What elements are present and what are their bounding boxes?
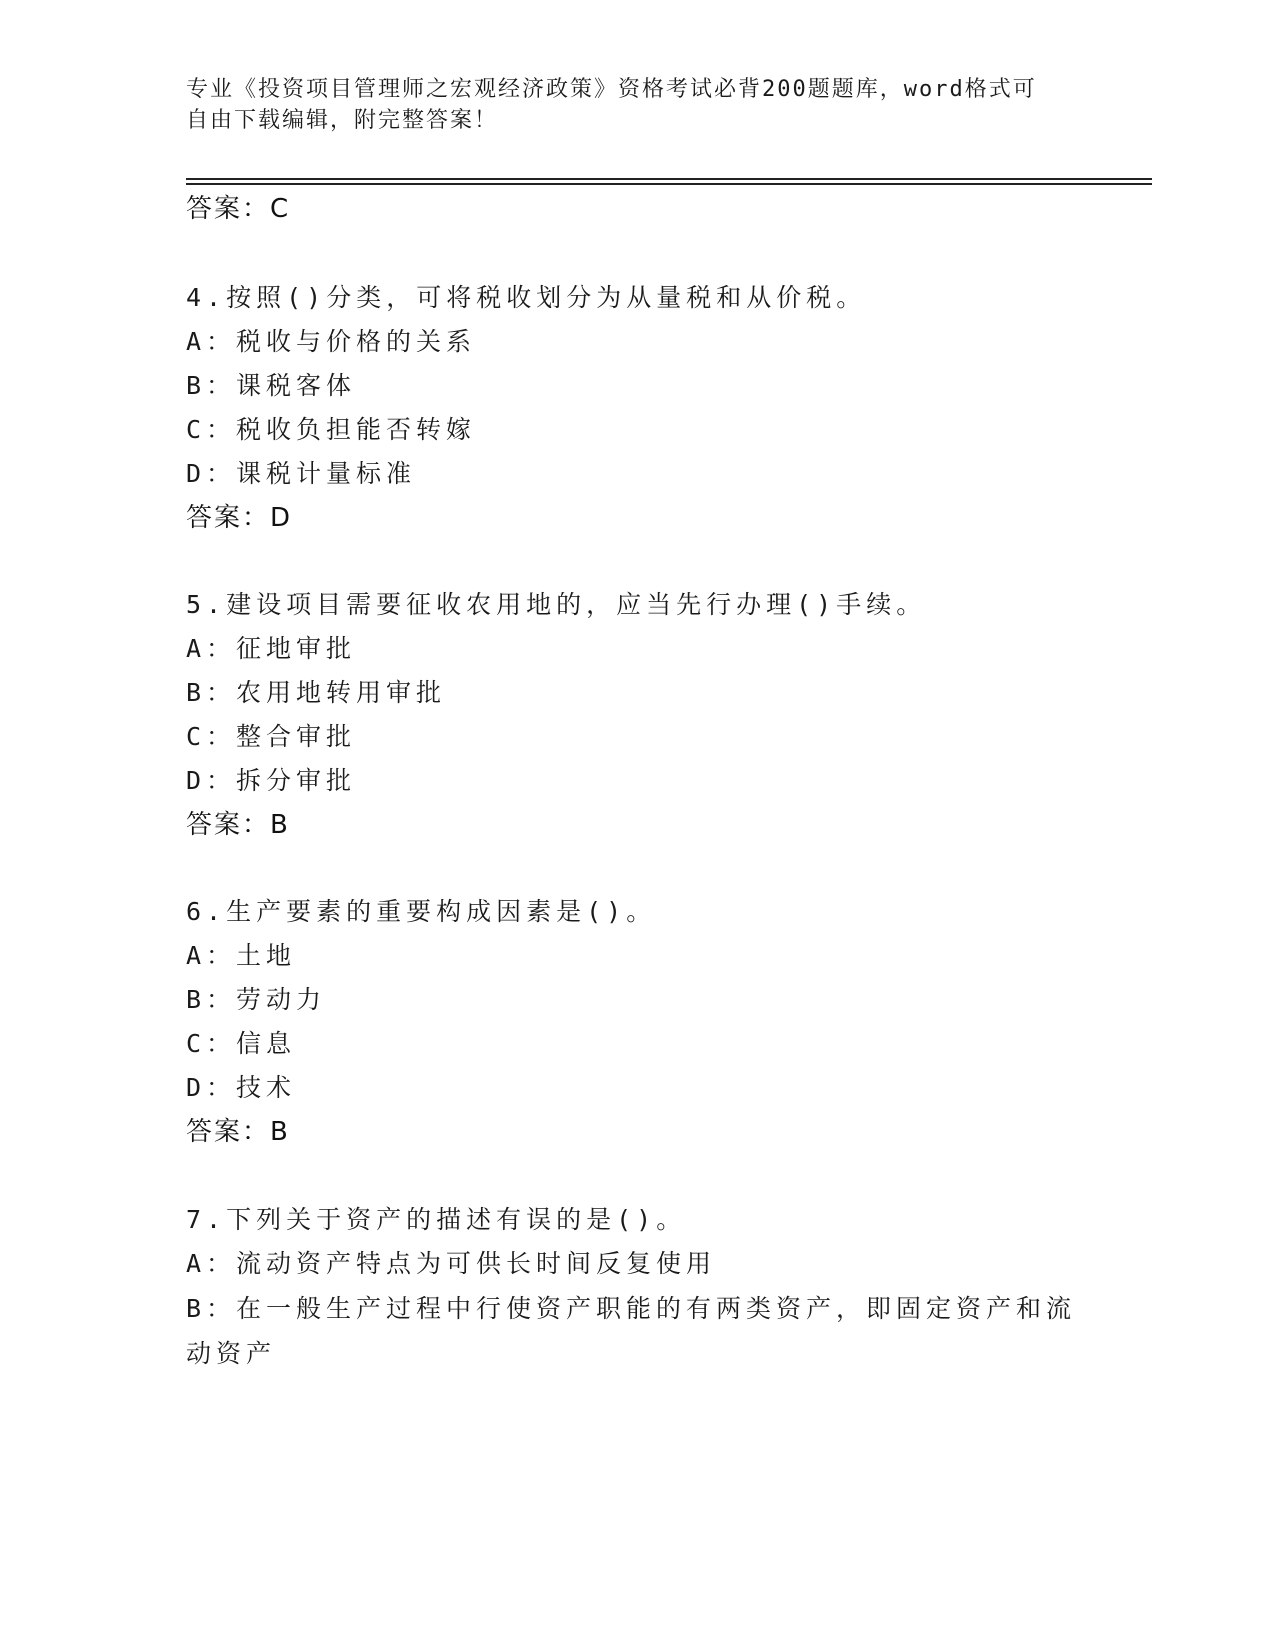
previous-answer: 答案：C xyxy=(186,194,291,224)
question-4-option-a: A：税收与价格的关系 xyxy=(186,327,477,356)
question-4-option-b: B：课税客体 xyxy=(186,371,357,400)
question-6-option-c: C：信息 xyxy=(186,1029,297,1058)
question-4-option-c: C：税收负担能否转嫁 xyxy=(186,415,477,444)
question-6-answer: 答案：B xyxy=(186,1117,290,1147)
question-7-option-b: B：在一般生产过程中行使资产职能的有两类资产，即固定资产和流动资产 xyxy=(186,1294,1077,1368)
question-7-stem: 7.下列关于资产的描述有误的是()。 xyxy=(186,1205,687,1234)
question-5-option-a: A：征地审批 xyxy=(186,634,357,663)
question-6-stem: 6.生产要素的重要构成因素是()。 xyxy=(186,897,657,926)
question-6-option-b: B：劳动力 xyxy=(186,985,327,1014)
question-4-stem: 4.按照()分类，可将税收划分为从量税和从价税。 xyxy=(186,283,867,312)
question-5-option-b: B：农用地转用审批 xyxy=(186,678,447,707)
question-5-option-d: D：拆分审批 xyxy=(186,766,357,795)
question-6-option-a: A：土地 xyxy=(186,941,297,970)
question-6-option-d: D：技术 xyxy=(186,1073,297,1102)
question-4-answer: 答案：D xyxy=(186,503,293,533)
question-7-option-a: A：流动资产特点为可供长时间反复使用 xyxy=(186,1249,717,1278)
header-rule-bottom xyxy=(186,183,1152,185)
document-header xyxy=(186,74,1066,136)
header-rule-top xyxy=(186,178,1152,180)
question-5-option-c: C：整合审批 xyxy=(186,722,357,751)
header-line-1: 专业《投资项目管理师之宏观经济政策》资格考试必背200题题库，word格式可 xyxy=(186,77,1037,102)
question-5-answer: 答案：B xyxy=(186,810,290,840)
question-5-stem: 5.建设项目需要征收农用地的，应当先行办理()手续。 xyxy=(186,590,927,619)
header-line-2: 自由下载编辑，附完整答案！ xyxy=(186,108,499,133)
question-4-option-d: D：课税计量标准 xyxy=(186,459,417,488)
